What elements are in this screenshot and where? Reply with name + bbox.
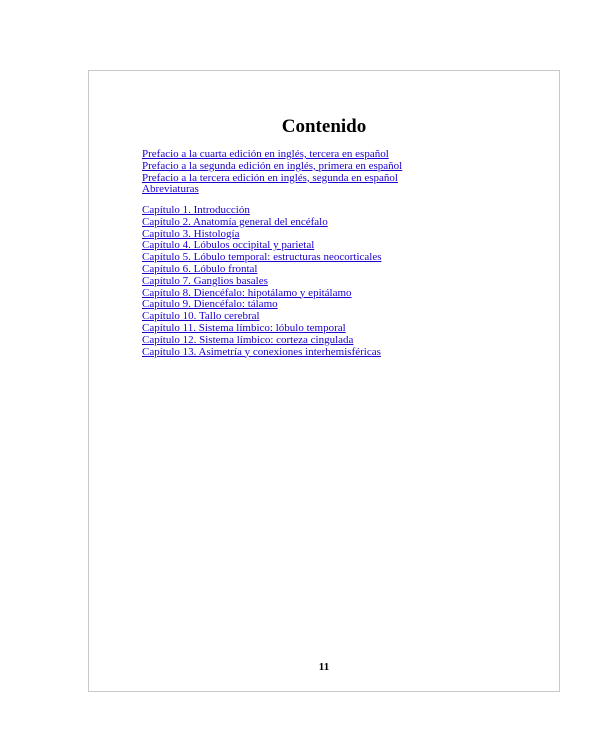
chapter-list: [142, 205, 382, 358]
toc-link-chapter-3[interactable]: Capítulo 3. Histología: [142, 227, 240, 240]
toc-link-chapter-11[interactable]: Capítulo 11. Sistema límbico: lóbulo temporal: [142, 321, 346, 334]
toc-link-chapter-6[interactable]: Capítulo 6. Lóbulo frontal: [142, 262, 258, 275]
page-title: Contenido: [281, 116, 367, 137]
toc-link-chapter-13[interactable]: Capítulo 13. Asimetría y conexiones interhemisféricas: [142, 345, 381, 358]
toc-link-chapter-7[interactable]: Capítulo 7. Ganglios basales: [142, 274, 268, 287]
toc-link-prefacio-tercera[interactable]: Prefacio a la tercera edición en inglés, segunda en español: [142, 171, 398, 184]
front-matter-list: [142, 149, 402, 196]
toc-link-chapter-8[interactable]: Capítulo 8. Diencéfalo: hipotálamo y epitálamo: [142, 286, 352, 299]
toc-link-abreviaturas[interactable]: Abreviaturas: [142, 183, 199, 196]
toc-link-chapter-10[interactable]: Capítulo 10. Tallo cerebral: [142, 310, 260, 323]
toc-link-chapter-2[interactable]: Capítulo 2. Anatomía general del encéfalo: [142, 215, 328, 228]
toc-link-chapter-1[interactable]: Capítulo 1. Introducción: [142, 204, 250, 216]
toc-link-prefacio-segunda[interactable]: Prefacio a la segunda edición en inglés, primera en español: [142, 159, 403, 172]
page-number: 11: [318, 661, 330, 673]
toc-link-chapter-12[interactable]: Capítulo 12. Sistema límbico: corteza cingulada: [142, 333, 354, 346]
toc-link-chapter-4[interactable]: Capítulo 4. Lóbulos occipital y parietal: [142, 239, 315, 252]
document-page: [88, 70, 560, 692]
toc-link-chapter-5[interactable]: Capítulo 5. Lóbulo temporal: estructuras neocorticales: [142, 251, 382, 264]
toc-link-chapter-9[interactable]: Capítulo 9. Diencéfalo: tálamo: [142, 298, 278, 311]
toc-link-prefacio-cuarta[interactable]: Prefacio a la cuarta edición en inglés, tercera en español: [142, 148, 389, 160]
